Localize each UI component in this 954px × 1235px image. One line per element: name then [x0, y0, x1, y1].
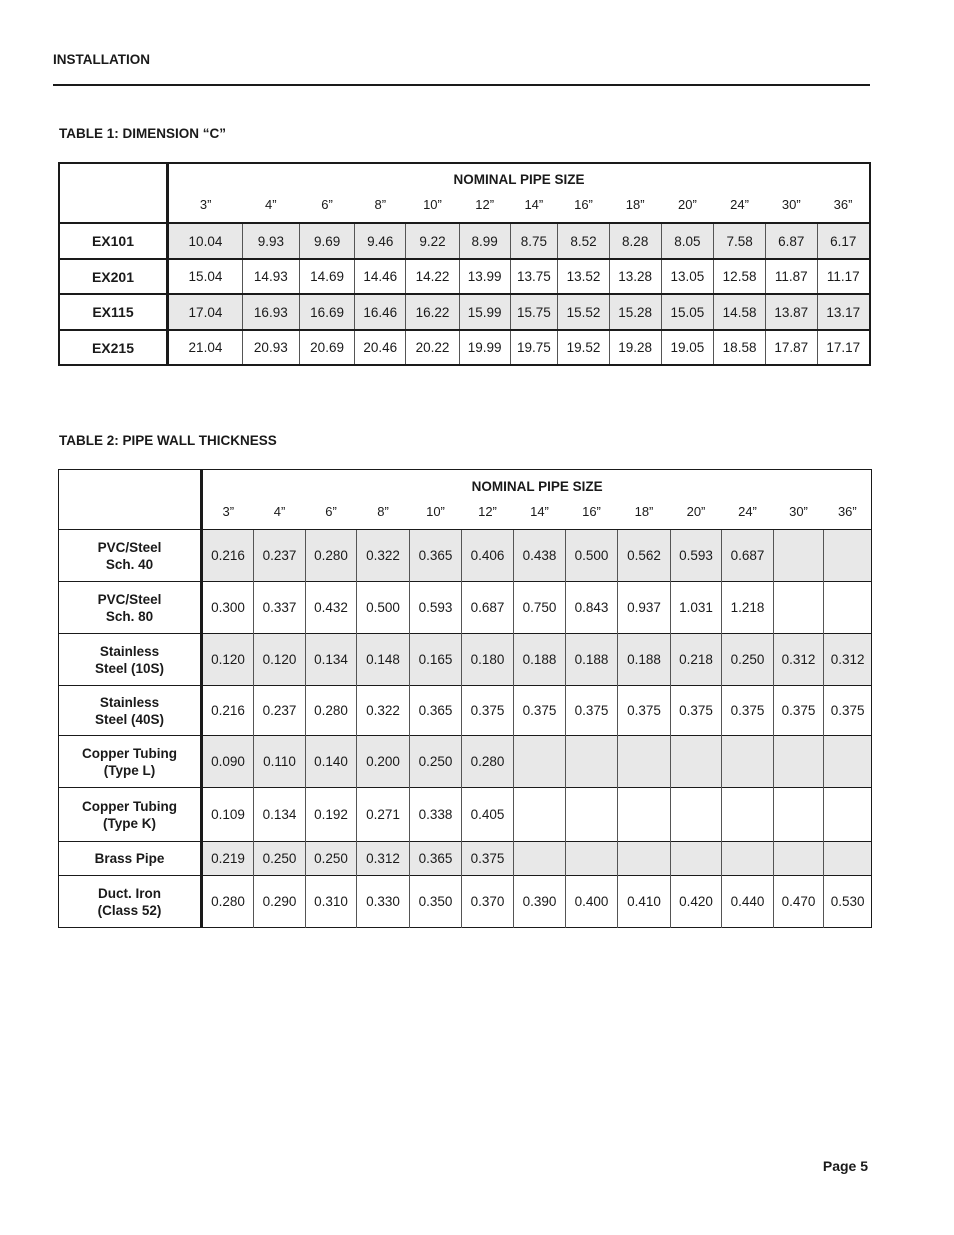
table-cell [671, 788, 722, 842]
table-cell [824, 736, 872, 788]
table-row [59, 686, 872, 736]
row-label [59, 876, 202, 928]
row-label-line: Copper Tubing [82, 745, 177, 761]
table-cell [824, 582, 872, 634]
table-cell: 15.28 [609, 294, 661, 330]
table2-size-header: 30” [789, 503, 808, 519]
table-cell: 0.250 [722, 634, 774, 686]
table-cell: 0.120 [202, 634, 254, 686]
table-cell: 0.500 [566, 530, 618, 582]
table2-size-header: 20” [686, 503, 706, 519]
table1-group-header-row [59, 163, 870, 187]
row-label-line: PVC/Steel [97, 591, 162, 607]
pipe-wall-thickness-table [58, 469, 872, 928]
table-cell: 0.237 [254, 686, 306, 736]
table-cell: 14.46 [355, 259, 406, 294]
table-cell: 0.843 [566, 582, 618, 634]
table-cell: 11.17 [817, 259, 870, 294]
row-label-line: Copper Tubing [82, 798, 177, 814]
table-cell: 0.271 [357, 788, 410, 842]
table-cell: 0.440 [722, 876, 774, 928]
table-cell: 14.69 [299, 259, 355, 294]
table1-size-header: 3” [199, 197, 212, 212]
row-label [59, 842, 202, 876]
table-cell: 16.22 [406, 294, 460, 330]
table2-corner-cell [59, 470, 202, 530]
row-label-line: Sch. 40 [105, 556, 154, 572]
table-cell: 0.090 [202, 736, 254, 788]
table-cell: 13.52 [558, 259, 610, 294]
table1-size-header: 10” [423, 197, 442, 212]
table1-size-header: 24” [730, 197, 749, 212]
table2-size-header: 6” [325, 503, 337, 519]
table-cell: 0.312 [357, 842, 410, 876]
table-row [59, 259, 870, 294]
table-cell: 0.350 [410, 876, 462, 928]
table-cell: 0.338 [410, 788, 462, 842]
table-cell: 0.375 [824, 686, 872, 736]
table-cell: 13.99 [459, 259, 510, 294]
table-cell: 0.134 [254, 788, 306, 842]
table-cell: 0.120 [254, 634, 306, 686]
table-cell: 0.250 [410, 736, 462, 788]
table-cell: 0.562 [618, 530, 671, 582]
table-cell: 0.500 [357, 582, 410, 634]
row-label [59, 736, 202, 788]
table-cell: 0.148 [357, 634, 410, 686]
table-cell: 0.438 [514, 530, 566, 582]
table1-size-header: 12” [475, 197, 495, 212]
table-cell: 0.375 [462, 842, 514, 876]
table-row [59, 582, 872, 634]
table-cell: 0.109 [202, 788, 254, 842]
table-cell: 0.375 [462, 686, 514, 736]
table-cell: 0.280 [306, 530, 357, 582]
table2-title: TABLE 2: PIPE WALL THICKNESS [59, 433, 277, 448]
table1-size-header: 8” [374, 197, 387, 212]
table-cell: 14.22 [406, 259, 460, 294]
table-cell: 13.28 [609, 259, 661, 294]
table-row [59, 294, 870, 330]
table-cell: 20.46 [355, 330, 406, 365]
table-cell: 0.237 [254, 530, 306, 582]
table-cell: 0.405 [462, 788, 514, 842]
table-cell [824, 788, 872, 842]
table2-size-header: 10” [426, 503, 445, 519]
table-cell: 7.58 [714, 223, 766, 259]
table-cell: 0.322 [357, 530, 410, 582]
table-cell [774, 842, 824, 876]
table-cell: 0.165 [410, 634, 462, 686]
row-label [59, 686, 202, 736]
section-header: INSTALLATION [53, 52, 150, 67]
row-label-line: (Type K) [103, 815, 156, 831]
table-cell [671, 736, 722, 788]
table-cell: 8.28 [609, 223, 661, 259]
table-cell: 0.322 [357, 686, 410, 736]
table-cell: 0.365 [410, 686, 462, 736]
table-cell [774, 788, 824, 842]
table-cell [618, 842, 671, 876]
table-cell: 0.432 [306, 582, 357, 634]
row-label-line: Steel (40S) [94, 711, 165, 727]
table-row [59, 530, 872, 582]
table1-size-header: 30” [781, 197, 801, 212]
table-cell: 0.290 [254, 876, 306, 928]
table-cell [774, 582, 824, 634]
table-cell: 9.46 [355, 223, 406, 259]
row-label-line: Stainless [99, 694, 160, 710]
table-cell [618, 736, 671, 788]
row-label-line: (Type L) [103, 762, 156, 778]
table1-size-header: 6” [321, 197, 333, 212]
table-cell: 0.218 [671, 634, 722, 686]
table2-size-header: 18” [634, 503, 654, 519]
table-cell [774, 530, 824, 582]
table-cell: 18.58 [714, 330, 766, 365]
row-label: EX101 [59, 223, 167, 259]
table2-size-header: 12” [478, 503, 497, 519]
table-cell: 0.250 [254, 842, 306, 876]
table-cell: 8.52 [558, 223, 610, 259]
table-cell: 0.370 [462, 876, 514, 928]
table-cell: 13.05 [661, 259, 714, 294]
table-cell: 19.75 [510, 330, 558, 365]
table-cell: 0.375 [514, 686, 566, 736]
table1-size-header: 16” [574, 197, 593, 212]
table1-size-header: 14” [524, 197, 544, 212]
row-label-line: Steel (10S) [94, 660, 165, 676]
table-cell: 15.99 [459, 294, 510, 330]
table2-size-header: 8” [377, 503, 389, 519]
row-label-line: (Class 52) [97, 902, 162, 918]
table-row [59, 223, 870, 259]
table-cell: 0.375 [722, 686, 774, 736]
table1-size-header: 4” [265, 197, 277, 212]
table-cell: 0.216 [202, 530, 254, 582]
table-cell: 0.687 [722, 530, 774, 582]
table-cell [722, 842, 774, 876]
table-cell: 0.375 [774, 686, 824, 736]
table-cell: 19.28 [609, 330, 661, 365]
table-cell: 9.69 [299, 223, 355, 259]
table-cell [566, 842, 618, 876]
table2-size-header: 14” [530, 503, 549, 519]
table-cell: 14.93 [242, 259, 299, 294]
table-cell: 15.05 [661, 294, 714, 330]
table-cell: 12.58 [714, 259, 766, 294]
table-cell: 13.75 [510, 259, 558, 294]
table-cell [566, 736, 618, 788]
table-cell: 0.312 [824, 634, 872, 686]
table-cell: 0.330 [357, 876, 410, 928]
table-cell [824, 842, 872, 876]
table-cell: 8.75 [510, 223, 558, 259]
table-cell: 8.99 [459, 223, 510, 259]
table-cell: 0.420 [671, 876, 722, 928]
table-cell [514, 736, 566, 788]
table2-size-header: 36” [837, 503, 857, 519]
table-cell: 19.05 [661, 330, 714, 365]
table-cell: 8.05 [661, 223, 714, 259]
table1-size-header: 20” [677, 197, 697, 212]
table-cell: 6.87 [765, 223, 817, 259]
table1-corner-cell [59, 163, 167, 223]
table-cell: 0.530 [824, 876, 872, 928]
table-cell: 20.22 [406, 330, 460, 365]
table-cell: 9.22 [406, 223, 460, 259]
table-cell: 0.192 [306, 788, 357, 842]
table-cell: 0.410 [618, 876, 671, 928]
table2-size-header: 4” [273, 503, 286, 519]
table-cell [671, 842, 722, 876]
table2-group-header-row [59, 470, 872, 494]
table-cell: 1.031 [671, 582, 722, 634]
table1-size-header: 36” [833, 197, 853, 212]
table-row [59, 736, 872, 788]
row-label: EX115 [59, 294, 167, 330]
table-cell: 0.110 [254, 736, 306, 788]
table-cell [722, 736, 774, 788]
table-cell: 0.134 [306, 634, 357, 686]
page-number: Page 5 [822, 1158, 868, 1174]
header-divider [53, 84, 870, 86]
table-cell: 14.58 [714, 294, 766, 330]
table-cell: 0.400 [566, 876, 618, 928]
table-cell: 13.87 [765, 294, 817, 330]
row-label [59, 530, 202, 582]
table-cell: 0.390 [514, 876, 566, 928]
table-cell: 15.04 [167, 259, 242, 294]
table-cell: 15.52 [558, 294, 610, 330]
table-cell: 0.365 [410, 530, 462, 582]
dimension-c-table [58, 162, 871, 366]
table-cell [722, 788, 774, 842]
table-cell [566, 788, 618, 842]
table-row [59, 842, 872, 876]
row-label: EX215 [59, 330, 167, 365]
table2-group-header: NOMINAL PIPE SIZE [471, 478, 603, 494]
table-cell: 10.04 [167, 223, 242, 259]
table-cell: 0.300 [202, 582, 254, 634]
table-row [59, 330, 870, 365]
table-cell: 13.17 [817, 294, 870, 330]
table-cell: 6.17 [817, 223, 870, 259]
table-row [59, 634, 872, 686]
table-cell: 0.470 [774, 876, 824, 928]
table-cell [618, 788, 671, 842]
table-cell: 11.87 [765, 259, 817, 294]
table-cell: 0.180 [462, 634, 514, 686]
table1-title: TABLE 1: DIMENSION “C” [59, 126, 227, 141]
table-cell [514, 842, 566, 876]
table-cell: 0.375 [566, 686, 618, 736]
table-cell: 0.188 [514, 634, 566, 686]
table-cell: 0.280 [462, 736, 514, 788]
table1-group-header: NOMINAL PIPE SIZE [453, 172, 585, 187]
table-cell: 0.200 [357, 736, 410, 788]
table-cell: 0.750 [514, 582, 566, 634]
table-cell: 19.99 [459, 330, 510, 365]
table-cell: 0.188 [566, 634, 618, 686]
table-cell: 0.593 [671, 530, 722, 582]
table-cell [514, 788, 566, 842]
table-cell: 0.687 [462, 582, 514, 634]
table-cell: 0.375 [671, 686, 722, 736]
table-cell: 0.375 [618, 686, 671, 736]
table-cell: 17.04 [167, 294, 242, 330]
table-cell: 0.593 [410, 582, 462, 634]
table-cell: 16.46 [355, 294, 406, 330]
table-cell: 0.406 [462, 530, 514, 582]
row-label [59, 582, 202, 634]
table-cell: 0.310 [306, 876, 357, 928]
table-cell: 0.280 [202, 876, 254, 928]
table-row [59, 788, 872, 842]
table-cell: 0.937 [618, 582, 671, 634]
table-cell: 0.140 [306, 736, 357, 788]
table-cell: 0.219 [202, 842, 254, 876]
table1-size-header: 18” [625, 197, 645, 212]
table-cell: 16.93 [242, 294, 299, 330]
table-cell: 19.52 [558, 330, 610, 365]
table-cell: 0.280 [306, 686, 357, 736]
table-cell: 0.337 [254, 582, 306, 634]
table-cell: 21.04 [167, 330, 242, 365]
table-cell: 9.93 [242, 223, 299, 259]
table-cell [774, 736, 824, 788]
table-cell: 20.69 [299, 330, 355, 365]
table-cell [824, 530, 872, 582]
table-cell: 1.218 [722, 582, 774, 634]
row-label-line: Duct. Iron [98, 885, 161, 901]
row-label-line: PVC/Steel [97, 539, 162, 555]
table2-size-header: 16” [582, 503, 601, 519]
table-cell: 0.312 [774, 634, 824, 686]
table-cell: 17.87 [765, 330, 817, 365]
table-cell: 0.188 [618, 634, 671, 686]
table-cell: 15.75 [510, 294, 558, 330]
table-cell: 17.17 [817, 330, 870, 365]
row-label-line: Stainless [99, 643, 160, 659]
table-cell: 20.93 [242, 330, 299, 365]
table1-size-row [59, 187, 870, 223]
table2-size-header: 24” [738, 503, 757, 519]
table-cell: 0.216 [202, 686, 254, 736]
row-label [59, 634, 202, 686]
table-cell: 16.69 [299, 294, 355, 330]
row-label: EX201 [59, 259, 167, 294]
row-label [59, 788, 202, 842]
row-label-line: Brass Pipe [94, 851, 165, 866]
table2-size-header: 3” [222, 503, 235, 519]
table-row [59, 876, 872, 928]
row-label-line: Sch. 80 [105, 608, 154, 624]
table-cell: 0.250 [306, 842, 357, 876]
table-cell: 0.365 [410, 842, 462, 876]
